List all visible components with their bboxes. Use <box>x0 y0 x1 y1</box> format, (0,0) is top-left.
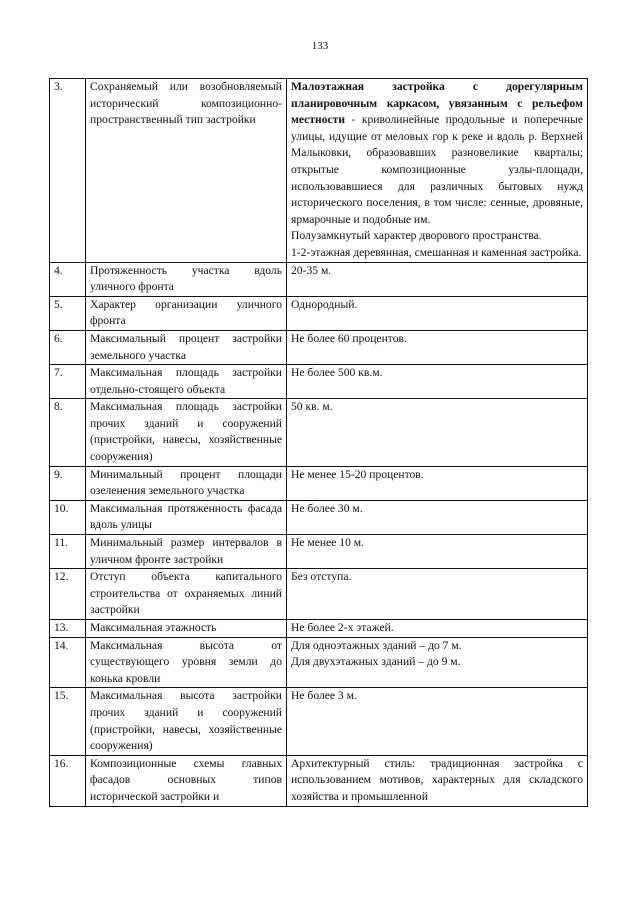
value-paragraph: Для двухэтажных зданий – до 9 м. <box>291 655 461 669</box>
row-number: 13. <box>50 620 86 638</box>
row-number: 5. <box>50 296 86 330</box>
row-parameter: Максимальная площадь застройки отдельно-стоящего объекта <box>86 365 287 399</box>
row-parameter: Максимальная протяженность фасада вдоль улицы <box>86 500 287 534</box>
table-row <box>50 569 588 620</box>
row-number: 16. <box>50 755 86 806</box>
value-paragraph: 1-2-этажная деревянная, смешанная и каменная застройка. <box>291 245 582 259</box>
row-value: Не более 3 м. <box>287 688 588 755</box>
row-parameter: Максимальная этажность <box>86 620 287 638</box>
row-value: Не менее 15-20 процентов. <box>287 466 588 500</box>
regulations-table <box>49 78 588 807</box>
table-row <box>50 620 588 638</box>
value-paragraph: Для одноэтажных зданий – до 7 м. <box>291 638 462 652</box>
row-parameter: Композиционные схемы главных фасадов основных типов исторической застройки и <box>86 755 287 806</box>
row-parameter: Сохраняемый или возобновляемый исторический композиционно-пространственный тип застройки <box>86 79 287 263</box>
table-row <box>50 296 588 330</box>
row-number: 15. <box>50 688 86 755</box>
row-parameter: Максимальная высота застройки прочих зданий и сооружений (пристройки, навесы, хозяйственные сооружения) <box>86 688 287 755</box>
row-number: 11. <box>50 535 86 569</box>
table-row <box>50 79 588 263</box>
row-number: 4. <box>50 262 86 296</box>
value-bold-lead: Малоэтажная застройка с дорегулярным планировочным каркасом, увязанным с рельефом местности <box>291 80 583 127</box>
value-text: - криволинейные продольные и поперечные улицы, идущие от меловых гор к реке и вдоль р. Верхней Малыковки, образовавших разновеликие кварталы; открытые композиционные узлы-площади, использовавшиеся для различных бытовых нужд исторического поселения, в том числе: сенные, дровяные, ярмарочные и подобные им. <box>291 113 583 226</box>
row-number: 3. <box>50 79 86 263</box>
row-parameter: Отступ объекта капитального строительства от охраняемых линий застройки <box>86 569 287 620</box>
row-number: 6. <box>50 330 86 364</box>
row-value: Не более 30 м. <box>287 500 588 534</box>
table-row <box>50 688 588 755</box>
row-parameter: Протяженность участка вдоль уличного фронта <box>86 262 287 296</box>
row-parameter: Минимальный размер интервалов в уличном фронте застройки <box>86 535 287 569</box>
row-number: 8. <box>50 399 86 466</box>
page-number: 133 <box>311 40 329 52</box>
table-row <box>50 637 588 688</box>
row-value <box>287 79 588 263</box>
row-value: Не более 60 процентов. <box>287 330 588 364</box>
row-value: Не менее 10 м. <box>287 535 588 569</box>
row-value: Не более 2-х этажей. <box>287 620 588 638</box>
row-value: Однородный. <box>287 296 588 330</box>
table-row <box>50 262 588 296</box>
table-row <box>50 500 588 534</box>
table-row <box>50 365 588 399</box>
row-value: Не более 500 кв.м. <box>287 365 588 399</box>
row-value: Архитектурный стиль: традиционная застройка с использованием мотивов, характерных для складского хозяйства и промышленной <box>287 755 588 806</box>
row-number: 9. <box>50 466 86 500</box>
table-row <box>50 535 588 569</box>
row-number: 10. <box>50 500 86 534</box>
row-number: 12. <box>50 569 86 620</box>
row-parameter: Минимальный процент площади озеленения земельного участка <box>86 466 287 500</box>
row-number: 7. <box>50 365 86 399</box>
value-paragraph: Полузамкнутый характер дворового пространства. <box>291 229 542 243</box>
row-parameter: Характер организации уличного фронта <box>86 296 287 330</box>
row-value: 50 кв. м. <box>287 399 588 466</box>
row-value <box>287 637 588 688</box>
row-number: 14. <box>50 637 86 688</box>
table-row <box>50 399 588 466</box>
row-parameter: Максимальная площадь застройки прочих зданий и сооружений (пристройки, навесы, хозяйственные сооружения) <box>86 399 287 466</box>
table-row <box>50 330 588 364</box>
table-row <box>50 755 588 806</box>
row-parameter: Максимальный процент застройки земельного участка <box>86 330 287 364</box>
row-value: 20-35 м. <box>287 262 588 296</box>
row-value: Без отступа. <box>287 569 588 620</box>
table-row <box>50 466 588 500</box>
row-parameter: Максимальная высота от существующего уровня земли до конька кровли <box>86 637 287 688</box>
